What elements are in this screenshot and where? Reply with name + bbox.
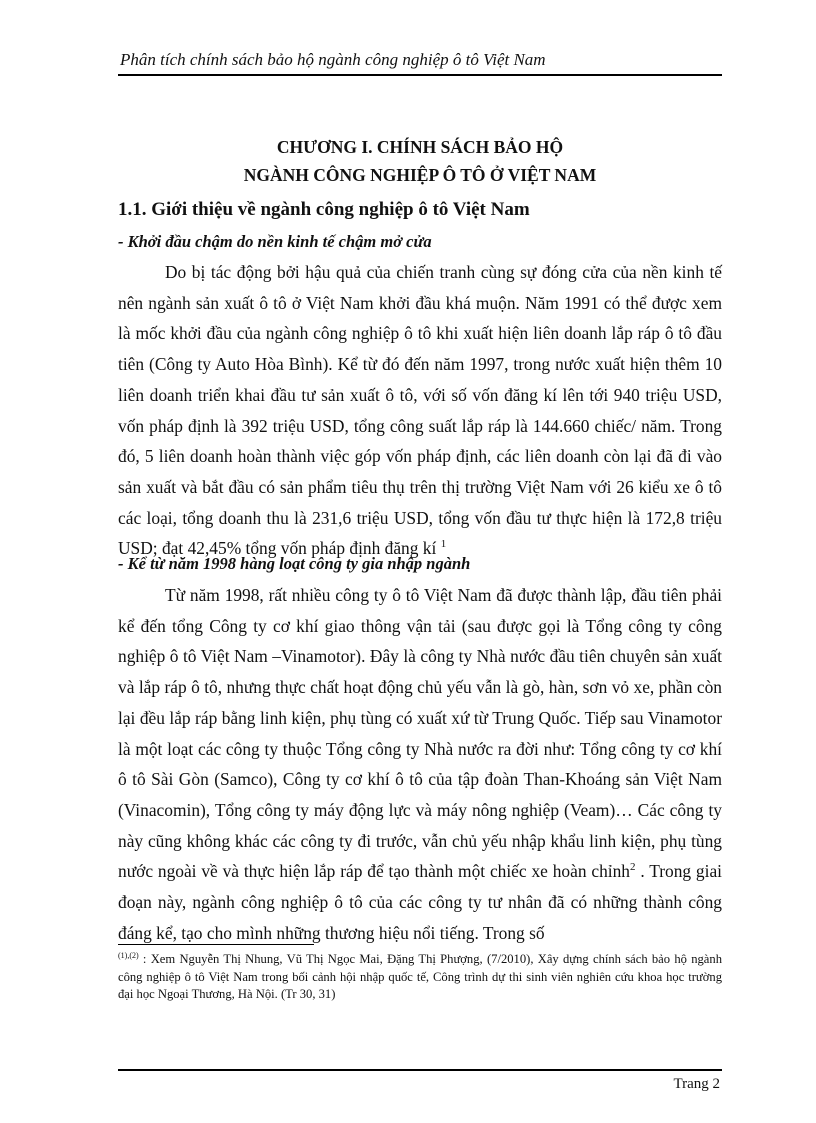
paragraph-early-start [118, 257, 722, 564]
paragraph-1998 [118, 580, 722, 948]
paragraph-1998-text-part1: Từ năm 1998, rất nhiều công ty ô tô Việt Nam đã được thành lập, đầu tiên phải kể đến tổng Công ty cơ khí giao thông vận tải (sau được gọi là Tổng công ty công nghiệp ô tô Việt Nam –Vinamotor). Đây là công ty Nhà nước đầu tiên chuyên sản xuất và lắp ráp ô tô, nhưng thực chất hoạt động chủ yếu vẫn là gò, hàn, sơn vỏ xe, phần còn lại đều lắp ráp bằng linh kiện, phụ tùng có xuất xứ từ Trung Quốc. Tiếp sau Vinamotor là một loạt các công ty thuộc Tổng công ty Nhà nước ra đời như: Tổng công ty cơ khí ô tô Sài Gòn (Samco), Công ty cơ khí ô tô của tập đoàn Than-Khoáng sản Việt Nam (Vinacomin), Tổng công ty máy động lực và máy nông nghiệp (Veam)… Các công ty này cũng không khác các công ty đi trước, vẫn chủ yếu nhập khẩu linh kiện, phụ tùng nước ngoài về và thực hiện lắp ráp để tạo thành một chiếc xe hoàn chỉnh [118, 585, 722, 882]
paragraph-early-start-text: Do bị tác động bởi hậu quả của chiến tranh cùng sự đóng cửa của nền kinh tế nên ngành sản xuất ô tô ở Việt Nam khởi đầu khá muộn. Năm 1991 có thể được xem là mốc khởi đầu của ngành công nghiệp ô tô khi xuất hiện liên doanh lắp ráp ô tô đầu tiên (Công ty Auto Hòa Bình). Kể từ đó đến năm 1997, trong nước xuất hiện thêm 10 liên doanh triển khai đầu tư sản xuất ô tô, với số vốn đăng kí lên tới 940 triệu USD, vốn pháp định là 392 triệu USD, tổng công suất lắp ráp là 144.660 chiếc/ năm. Trong đó, 5 liên doanh hoàn thành việc góp vốn pháp định, các liên doanh còn lại đã đi vào sản xuất và bắt đầu có sản phẩm tiêu thụ trên thị trường Việt Nam với 26 kiểu xe ô tô các loại, tổng doanh thu là 231,6 triệu USD, tổng vốn đầu tư thực hiện là 172,8 triệu USD; đạt 42,45% tổng vốn pháp định đăng kí [118, 262, 722, 559]
header-rule [118, 74, 722, 76]
chapter-title-line1: CHƯƠNG I. CHÍNH SÁCH BẢO HỘ [276, 137, 564, 157]
footnote-separator [118, 944, 314, 945]
page-number: Trang 2 [673, 1076, 720, 1092]
footnote-text: : Xem Nguyễn Thị Nhung, Vũ Thị Ngọc Mai, Đặng Thị Phượng, (7/2010), Xây dựng chính sách bảo hộ ngành công nghiệp ô tô Việt Nam trong bối cảnh hội nhập quốc tế, Công trình dự thi sinh viên nghiên cứu khoa học trường đại học Ngoại Thương, Hà Nội. (Tr 30, 31) [118, 952, 722, 1001]
footnote [118, 951, 722, 1004]
paragraph-1998-text-part2: . Trong giai đoạn này, ngành công nghiệp ô tô của các công ty tư nhân đã có những thành công đáng kể, tạo cho mình những thương hiệu nổi tiếng. Trong số [118, 861, 723, 943]
subsection-heading-1998: - Kể từ năm 1998 hàng loạt công ty gia nhập ngành [118, 554, 471, 573]
footnote-ref-2: 2 [630, 861, 636, 874]
subsection-heading-early-start: - Khởi đầu chậm do nền kinh tế chậm mở cửa [118, 232, 432, 251]
footnote-ref-1: 1 [440, 538, 447, 551]
footnote-marker: (1),(2) [118, 950, 139, 960]
section-heading: 1.1. Giới thiệu về ngành công nghiệp ô tô Việt Nam [118, 199, 530, 220]
running-header: Phân tích chính sách bảo hộ ngành công nghiệp ô tô Việt Nam [120, 50, 546, 69]
chapter-title-line2: NGÀNH CÔNG NGHIỆP Ô TÔ Ở VIỆT NAM [243, 165, 597, 185]
footer-rule [118, 1069, 722, 1071]
chapter-title [118, 133, 722, 189]
